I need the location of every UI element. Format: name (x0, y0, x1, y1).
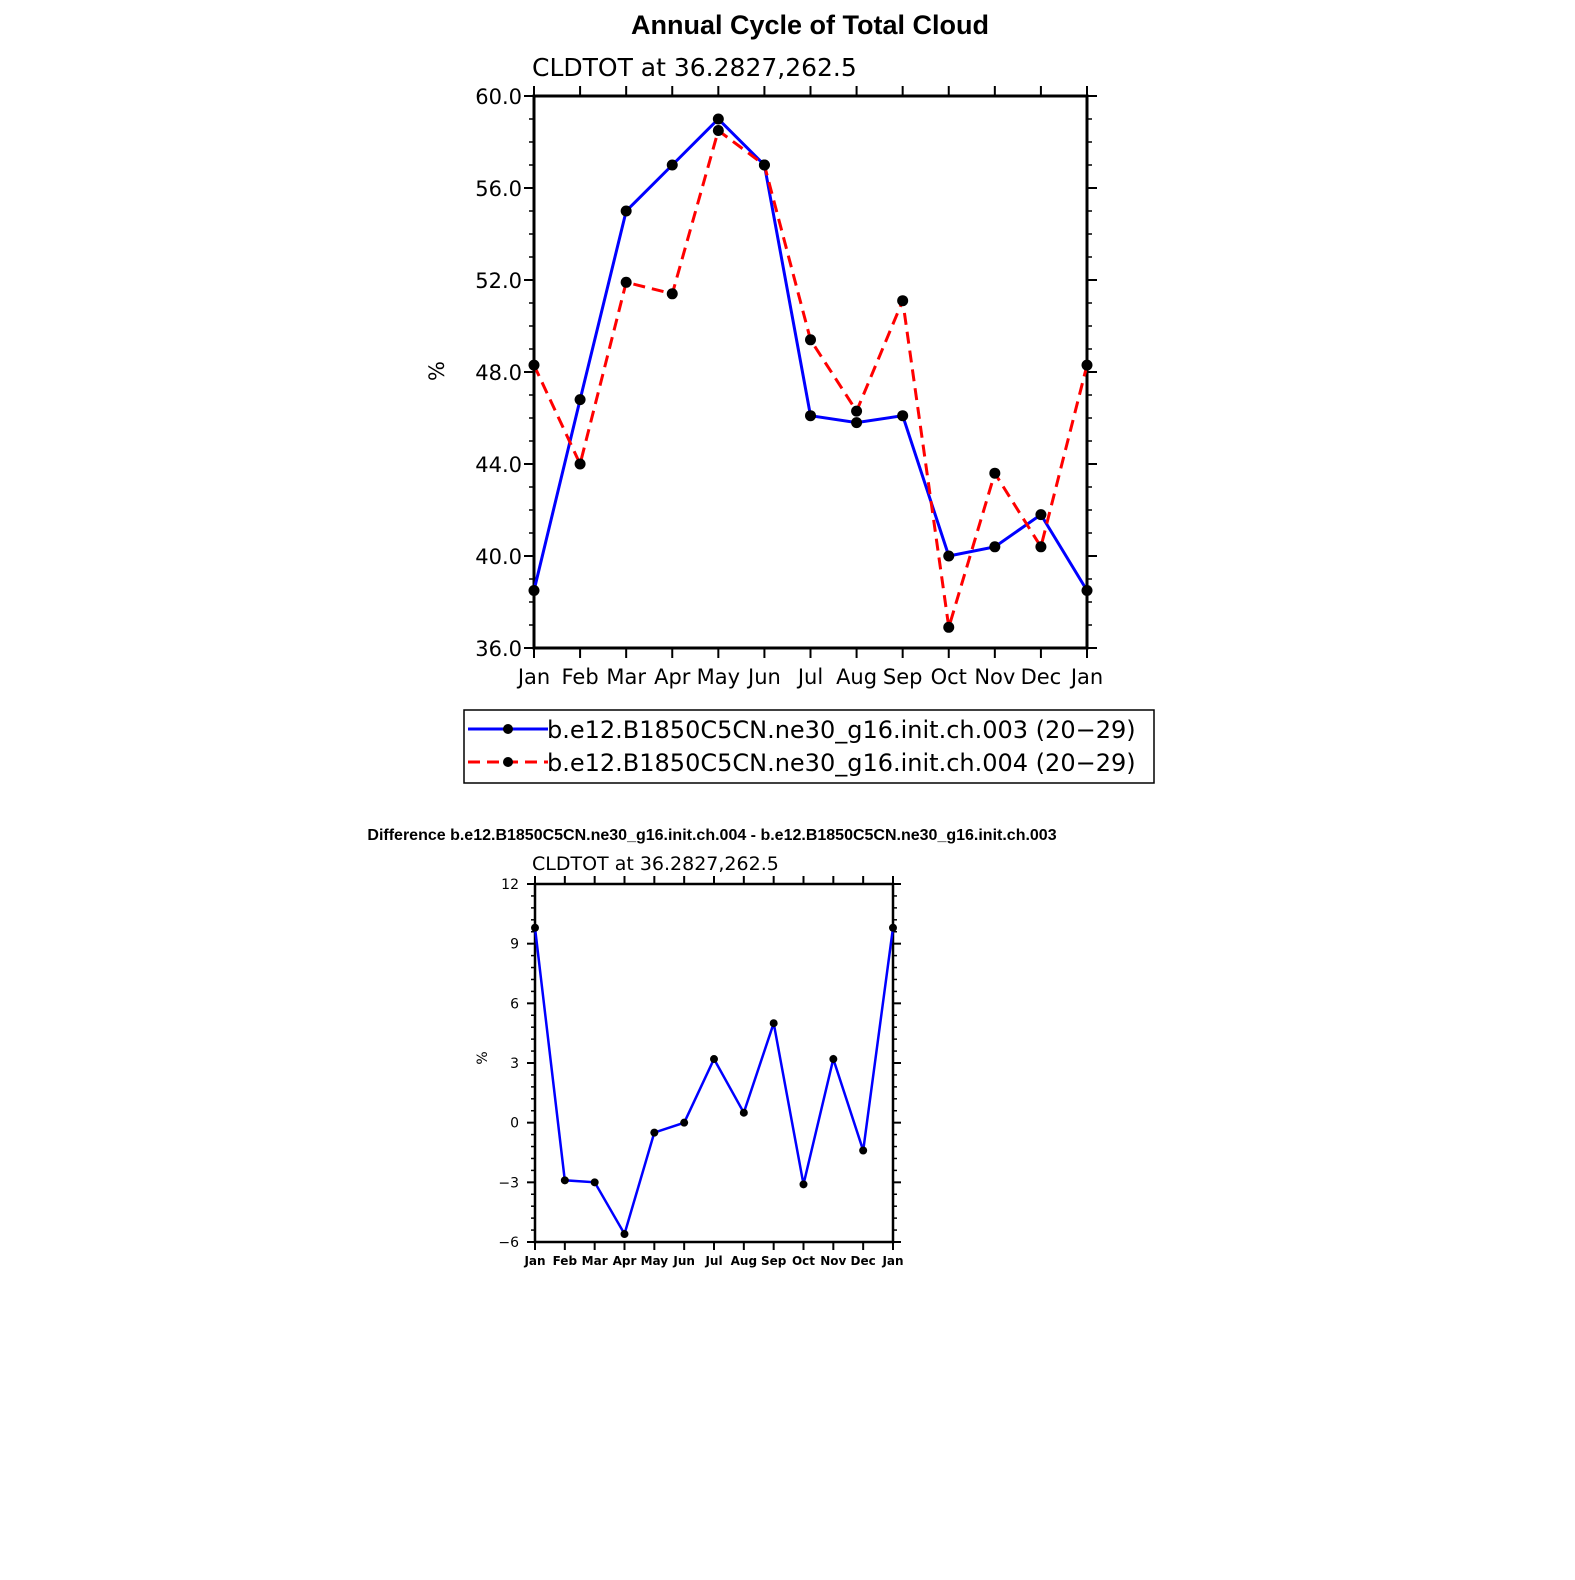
chart1-ytick-label: 48.0 (475, 361, 522, 385)
legend-label-series-2: b.e12.B1850C5CN.ne30_g16.init.ch.004 (20−29) (547, 749, 1136, 777)
chart2-ytick-label: −3 (498, 1175, 519, 1192)
chart1-plot-frame (534, 96, 1087, 648)
chart2-ytick-label: 6 (510, 996, 519, 1013)
chart2-plot (498, 876, 903, 1268)
chart2-xtick-label: Mar (581, 1254, 608, 1268)
chart1-xtick-label: May (696, 665, 741, 689)
chart1-series-1-point (621, 206, 632, 217)
chart2-ytick-label: 3 (510, 1056, 519, 1072)
chart1-series-2-point (621, 277, 632, 288)
chart1-xtick-label: Jul (797, 665, 824, 689)
chart1-subtitle: CLDTOT at 36.2827,262.5 (532, 53, 857, 82)
chart2-ytick-label: 9 (510, 936, 519, 953)
chart2-series-1-point (770, 1019, 778, 1027)
legend-marker-series-1 (503, 724, 513, 734)
chart2-series-1-point (710, 1055, 718, 1063)
chart2-xtick-label: Jan (882, 1254, 904, 1268)
chart1-series-1-point (713, 114, 724, 125)
chart1-series-2-point (713, 125, 724, 136)
chart2-series-1-point (740, 1109, 748, 1117)
chart2-xtick-label: May (640, 1254, 669, 1268)
chart2-ytick-label: −6 (498, 1235, 519, 1251)
chart2-ytick-label: 0 (510, 1115, 519, 1132)
chart1-series-1-point (805, 410, 816, 421)
chart1-series-2-point (943, 622, 954, 633)
chart2-xtick-label: Feb (552, 1254, 578, 1268)
chart1-ytick-label: 60.0 (475, 85, 522, 109)
chart1-series-2-point (897, 295, 908, 306)
chart2-series-1-point (829, 1055, 837, 1063)
legend-marker-series-2 (503, 757, 513, 767)
legend-label-series-1: b.e12.B1850C5CN.ne30_g16.init.ch.003 (20−29) (547, 716, 1136, 744)
chart1-series-1-point (575, 394, 586, 405)
chart1-xtick-label: Feb (561, 665, 599, 689)
chart2-series-1-point (800, 1180, 808, 1188)
chart1-series-2-point (759, 160, 770, 171)
chart1-xtick-label: Mar (606, 665, 646, 689)
chart1-plot (475, 85, 1103, 689)
chart2-xtick-label: Dec (850, 1254, 876, 1268)
chart1-ytick-label: 44.0 (475, 453, 522, 477)
chart2-series-1-point (561, 1176, 569, 1184)
chart1-ytick-label: 36.0 (475, 637, 522, 661)
chart1-series-2-point (805, 334, 816, 345)
chart1-ytick-label: 52.0 (475, 269, 522, 293)
chart1-xtick-label: Nov (974, 665, 1016, 689)
chart1-ytick-label: 56.0 (475, 177, 522, 201)
chart1-xtick-label: Dec (1020, 665, 1062, 689)
chart2-ylabel: % (475, 1051, 491, 1065)
chart2-xtick-label: Aug (730, 1254, 758, 1268)
chart2-xtick-label: Apr (612, 1254, 637, 1268)
chart2-ytick-label: 12 (501, 877, 519, 893)
chart1-series-2-point (851, 406, 862, 417)
chart1-series-1-point (897, 410, 908, 421)
chart1-title: Annual Cycle of Total Cloud (630, 10, 990, 40)
chart1-ytick-label: 40.0 (475, 545, 522, 569)
chart1-series-2-point (529, 360, 540, 371)
chart1-xtick-label: Jan (517, 665, 551, 689)
chart1-series-2-point (1035, 541, 1046, 552)
chart1-series-1-point (529, 585, 540, 596)
chart2-series-line-1 (535, 928, 893, 1234)
chart2-series-1-point (859, 1147, 867, 1155)
chart2-xtick-label: Jun (673, 1254, 695, 1268)
chart2-subtitle: CLDTOT at 36.2827,262.5 (532, 853, 779, 875)
chart1-series-2-point (575, 459, 586, 470)
chart1-series-line-1 (534, 119, 1087, 591)
chart1-xtick-label: Aug (836, 665, 878, 689)
chart1-ylabel: % (425, 361, 449, 381)
chart1-series-1-point (1035, 509, 1046, 520)
chart1-series-1-point (943, 551, 954, 562)
chart2-series-1-point (889, 924, 897, 932)
chart1-series-2-point (667, 288, 678, 299)
chart2-xtick-label: Jan (524, 1254, 546, 1268)
chart1-xtick-label: Jun (748, 665, 781, 689)
chart2-series-1-point (621, 1230, 629, 1238)
chart1-xtick-label: Sep (882, 665, 923, 689)
chart1-series-1-point (667, 160, 678, 171)
chart2-series-1-point (531, 924, 539, 932)
chart1-series-line-2 (534, 131, 1087, 628)
chart1-xtick-label: Oct (930, 665, 967, 689)
chart2-xtick-label: Oct (791, 1254, 816, 1268)
chart2-series-1-point (680, 1119, 688, 1127)
chart2-xtick-label: Nov (820, 1254, 847, 1268)
chart2-series-1-point (650, 1129, 658, 1137)
chart1-xtick-label: Apr (654, 665, 691, 689)
chart1-xtick-label: Jan (1070, 665, 1104, 689)
chart2-title: Difference b.e12.B1850C5CN.ne30_g16.init.ch.004 - b.e12.B1850C5CN.ne30_g16.init.ch.003 (367, 827, 1057, 844)
chart2-series-1-point (591, 1178, 599, 1186)
chart1-series-2-point (989, 468, 1000, 479)
chart1-series-1-point (989, 541, 1000, 552)
chart1-series-2-point (1082, 360, 1093, 371)
chart2-xtick-label: Sep (760, 1254, 787, 1268)
chart1-series-1-point (1082, 585, 1093, 596)
chart2-xtick-label: Jul (705, 1254, 723, 1268)
chart1-series-1-point (851, 417, 862, 428)
